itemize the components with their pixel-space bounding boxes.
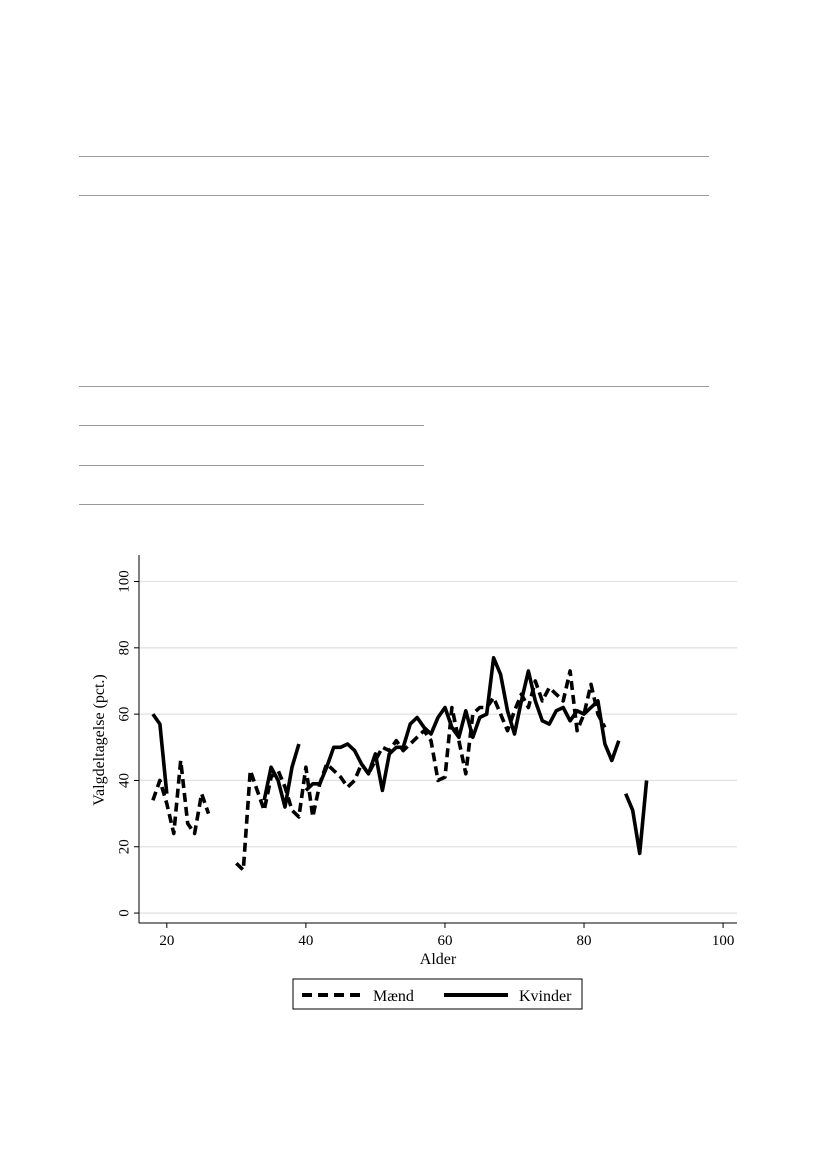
- x-axis-title: Alder: [419, 951, 457, 968]
- legend-label-kvinder: Kvinder: [519, 988, 572, 1005]
- series-0-segment-0: [153, 761, 209, 834]
- header-rule-bottom: [79, 195, 709, 196]
- axes: [139, 555, 737, 923]
- tick-label-y-2: 40: [116, 772, 133, 788]
- line-chart: [0, 540, 827, 1020]
- series-lines: [153, 658, 647, 870]
- tick-label-y-5: 100: [116, 570, 133, 593]
- header-rule-top: [79, 156, 709, 157]
- tick-label-y-1: 20: [116, 839, 133, 855]
- grid-lines: [139, 582, 737, 914]
- tick-label-y-0: 0: [116, 909, 133, 917]
- table-rule-wide: [79, 386, 709, 387]
- tick-label-y-3: 60: [116, 706, 133, 722]
- tick-label-x-4: 100: [711, 933, 735, 949]
- y-axis-title: Valgdeltagelse (pct.): [91, 674, 108, 806]
- table-rule-1: [79, 425, 424, 426]
- series-1-segment-2: [306, 658, 619, 791]
- table-rule-3: [79, 504, 424, 505]
- tick-label-x-0: 20: [159, 933, 175, 949]
- legend: [293, 979, 582, 1009]
- tick-label-y-4: 80: [116, 640, 133, 656]
- series-1-segment-3: [626, 780, 647, 853]
- tick-marks: [116, 570, 734, 949]
- tick-label-x-3: 80: [576, 933, 592, 949]
- legend-label-maend: Mænd: [373, 988, 414, 1005]
- tick-label-x-2: 60: [437, 933, 453, 949]
- tick-label-x-1: 40: [298, 933, 314, 949]
- table-rule-2: [79, 465, 424, 466]
